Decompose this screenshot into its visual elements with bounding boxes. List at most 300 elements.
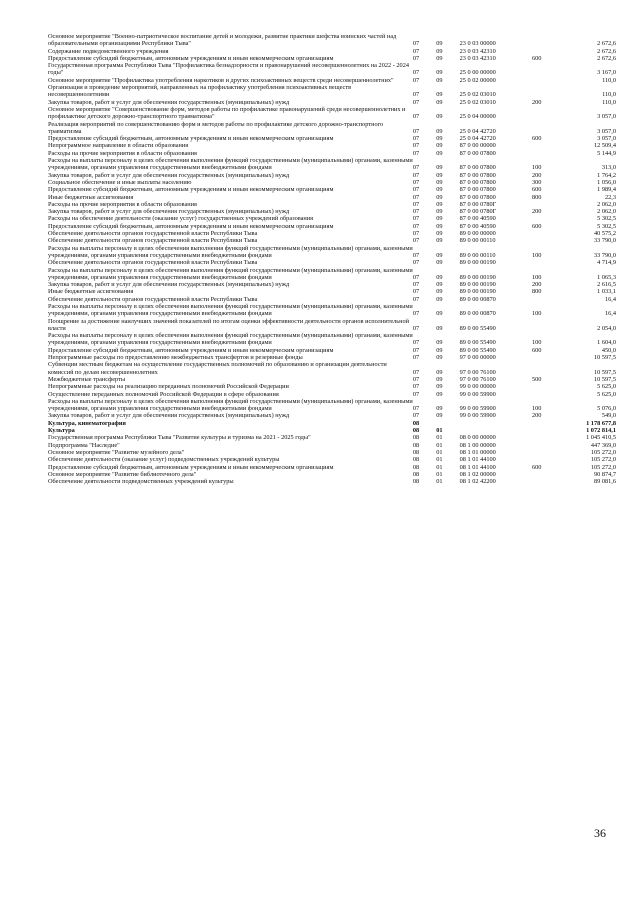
row-target-article: 08 1 00 00000	[459, 441, 496, 449]
row-name: Непрограммные расходы по предоставлению межбюджетных трансфертов и резервные фонды	[48, 354, 303, 362]
row-name: Обеспечение деятельности (оказание услуг) подведомственных учреждений культуры	[48, 456, 280, 464]
row-subsection: 01	[436, 478, 443, 486]
row-amount: 110,0	[602, 91, 616, 99]
row-name: Непрограммное направление в области образования	[48, 142, 189, 150]
row-section: 07	[412, 47, 420, 55]
row-section: 07	[412, 113, 420, 121]
row-amount: 105 272,0	[590, 463, 616, 471]
row-subsection: 09	[436, 273, 443, 281]
row-name: Государственная программа Республики Тыва "Профилактика безнадзорности и правонарушений несовершеннолетних на 2022 - 2024 годы"	[48, 62, 409, 77]
row-name: Субвенции местным бюджетам на осуществление государственных полномочий по образованию и организации деятельности комиссий по делам несовершеннолетних	[48, 361, 387, 376]
row-section: 08	[412, 478, 420, 486]
row-expense-type: 600	[531, 463, 542, 471]
row-subsection: 01	[436, 470, 443, 478]
row-section: 07	[412, 98, 420, 106]
row-subsection: 09	[436, 135, 443, 143]
row-target-article: 97 0 00 76100	[459, 375, 496, 383]
row-target-article: 08 0 00 00000	[459, 434, 496, 442]
row-amount: 105 272,0	[590, 456, 616, 464]
row-expense-type	[532, 471, 562, 478]
row-target-article: 89 0 00 00870	[459, 295, 496, 303]
row-amount: 3 167,0	[597, 69, 616, 77]
row-section: 07	[412, 354, 420, 362]
row-name: Содержание подведомственного учреждения	[48, 47, 169, 55]
row-expense-type: 200	[531, 208, 542, 216]
row-target-article	[460, 427, 532, 434]
table-row	[48, 237, 616, 244]
table-row	[48, 442, 616, 449]
row-subsection: 09	[436, 200, 443, 208]
table-row	[48, 194, 616, 201]
row-section: 07	[412, 215, 420, 223]
page-number: 36	[594, 826, 606, 840]
row-expense-type	[532, 48, 562, 55]
table-row	[48, 186, 616, 193]
row-section: 07	[412, 193, 420, 201]
row-subsection: 09	[436, 222, 443, 230]
row-amount: 1 764,2	[597, 171, 616, 179]
table-row	[48, 361, 616, 376]
row-target-article: 08 1 01 44100	[459, 463, 496, 471]
row-section: 07	[412, 273, 420, 281]
row-subsection: 09	[436, 324, 443, 332]
row-subsection: 09	[436, 310, 443, 318]
row-name: Расходы на выплаты персоналу в целях обеспечения выполнения функций государственными (муниципальными) органами, казенными учреждениями, органами управления государственными внебюджетными фондами	[48, 332, 413, 347]
row-section: 07	[412, 390, 420, 398]
row-expense-type	[532, 420, 562, 427]
row-target-article: 87 0 00 07800	[459, 178, 496, 186]
row-name: Расходы на выплаты персоналу в целях обеспечения выполнения функций государственными (муниципальными) органами, казенными учреждениями, органами управления государственными внебюджетными фондами	[48, 302, 413, 318]
row-name: Расходы на выплаты персоналу в целях обеспечения выполнения функций государственными (муниципальными) органами, казенными учреждениями, органами управления государственными внебюджетными фондами	[48, 244, 413, 259]
row-subsection: 09	[436, 375, 443, 383]
row-name: Расходы на выплаты персоналу в целях обеспечения выполнения функций государственными (муниципальными) органами, казенными учреждениями, органами управления государственными внебюджетными фондами	[48, 266, 413, 281]
row-target-article: 89 0 00 00110	[459, 237, 496, 245]
table-row	[48, 157, 616, 172]
row-amount: 90 874,7	[593, 470, 616, 478]
table-row	[48, 376, 616, 383]
row-name: Обеспечение деятельности органов государственной власти Республики Тыва	[48, 237, 258, 245]
row-subsection: 09	[436, 208, 443, 216]
budget-table-page	[48, 33, 616, 485]
row-amount: 5 302,5	[597, 222, 616, 230]
row-target-article: 87 0 00 40590	[459, 215, 496, 223]
row-subsection: 09	[436, 251, 443, 259]
row-name: Предоставление субсидий бюджетным, автономным учреждениям и иным некоммерческим организациям	[48, 135, 334, 143]
row-section: 07	[412, 295, 420, 303]
row-name: Иные бюджетные ассигнования	[48, 288, 134, 296]
row-expense-type	[532, 318, 562, 333]
row-amount: 33 790,0	[593, 251, 616, 259]
row-expense-type	[532, 150, 562, 157]
row-name: Предоставление субсидий бюджетным, автономным учреждениям и иным некоммерческим организациям	[48, 186, 334, 194]
row-name: Поощрение за достижение наилучших значений показателей по итогам оценки эффективности деятельности органов исполнительной власти	[48, 317, 410, 332]
table-row	[48, 77, 616, 84]
row-target-article: 87 0 00 40590	[459, 222, 496, 230]
table-row	[48, 288, 616, 295]
row-subsection: 09	[436, 259, 443, 267]
row-amount: 2 672,6	[597, 47, 616, 55]
row-name: Обеспечение деятельности подведомственных учреждений культуры	[48, 478, 234, 486]
row-target-article: 25 0 02 00000	[459, 76, 496, 84]
row-amount: 1 604,0	[597, 339, 616, 347]
row-expense-type: 100	[531, 273, 542, 281]
table-row	[48, 172, 616, 179]
row-expense-type: 800	[531, 288, 542, 296]
table-row	[48, 55, 616, 62]
row-expense-type: 600	[531, 135, 542, 143]
row-target-article: 87 0 00 07800	[459, 149, 496, 157]
row-expense-type	[532, 361, 562, 376]
row-subsection: 09	[436, 237, 443, 245]
table-row	[48, 106, 616, 121]
row-name: Расходы на прочие мероприятия в области образования	[48, 149, 197, 157]
row-amount: 12 509,4	[593, 142, 616, 150]
row-target-article: 25 0 04 42720	[459, 127, 496, 135]
row-name: Закупка товаров, работ и услуг для обеспечения государственных (муниципальных) нужд	[48, 412, 290, 420]
row-expense-type: 600	[531, 54, 542, 62]
row-name: Предоставление субсидий бюджетным, автономным учреждениям и иным некоммерческим организациям	[48, 463, 334, 471]
row-name: Осуществление переданных полномочий Российской Федерации в сфере образования	[48, 390, 279, 398]
row-section: 08	[412, 448, 420, 456]
row-subsection: 09	[436, 368, 443, 376]
row-section: 08	[412, 427, 420, 435]
row-section: 08	[412, 441, 420, 449]
row-section: 07	[412, 251, 420, 259]
row-name: Основное мероприятие "Развитие библиотечного дела"	[48, 470, 197, 478]
row-section: 07	[412, 412, 420, 420]
row-subsection: 09	[436, 76, 443, 84]
row-subsection: 01	[436, 434, 443, 442]
row-section: 07	[412, 288, 420, 296]
row-amount: 10 597,5	[593, 368, 616, 376]
row-target-article: 89 0 00 00870	[459, 310, 496, 318]
row-subsection: 09	[436, 113, 443, 121]
budget-table	[48, 33, 616, 485]
row-name: Расходы на обеспечение деятельности (оказание услуг) государственных учреждений образования	[48, 215, 314, 223]
row-amount: 1 056,0	[597, 178, 616, 186]
row-amount: 10 597,5	[593, 375, 616, 383]
row-amount: 3 057,0	[597, 135, 616, 143]
row-target-article: 99 0 00 59900	[459, 405, 496, 413]
row-target-article: 87 0 00 07800	[459, 193, 496, 201]
row-section: 08	[412, 434, 420, 442]
row-amount: 2 616,5	[597, 281, 616, 289]
row-amount: 16,4	[604, 310, 616, 318]
row-section: 07	[412, 200, 420, 208]
row-target-article: 87 0 00 0780Г	[459, 208, 497, 216]
row-expense-type	[532, 201, 562, 208]
row-expense-type	[532, 142, 562, 149]
row-amount: 1 033,1	[597, 288, 616, 296]
row-name: Основное мероприятие "Профилактика употребления наркотиков и других психоактивных веществ среди несовершеннолетних"	[48, 76, 394, 84]
row-subsection: 09	[436, 281, 443, 289]
row-amount: 1 178 677,8	[586, 419, 616, 427]
row-target-article: 89 0 00 00000	[459, 230, 496, 238]
row-target-article: 25 0 02 03010	[459, 91, 496, 99]
row-section: 07	[412, 127, 420, 135]
table-row	[48, 281, 616, 288]
row-name: Обеспечение деятельности органов государственной власти Республики Тыва	[48, 259, 258, 267]
table-row	[48, 215, 616, 222]
row-subsection: 09	[436, 383, 443, 391]
row-expense-type: 300	[531, 178, 542, 186]
row-amount: 5 302,5	[597, 215, 616, 223]
row-subsection: 01	[436, 427, 443, 435]
row-subsection: 09	[436, 339, 443, 347]
row-section: 07	[412, 230, 420, 238]
row-target-article: 99 0 00 59900	[459, 412, 496, 420]
row-target-article: 89 0 00 00110	[459, 251, 496, 259]
table-row	[48, 62, 616, 77]
row-amount: 1 989,4	[597, 186, 616, 194]
row-section: 07	[412, 178, 420, 186]
row-subsection: 09	[436, 40, 443, 48]
row-target-article: 89 0 00 55490	[459, 324, 496, 332]
row-name: Реализация мероприятий по совершенствованию форм и методов работы по профилактике детского дорожно-транспортного травматизма	[48, 120, 384, 135]
row-target-article: 08 1 02 00000	[459, 470, 496, 478]
row-subsection: 09	[436, 288, 443, 296]
row-subsection: 09	[436, 54, 443, 62]
row-subsection: 09	[436, 186, 443, 194]
row-section: 07	[412, 164, 420, 172]
row-subsection: 09	[436, 142, 443, 150]
row-target-article: 23 0 03 42310	[459, 47, 496, 55]
row-target-article: 23 0 03 00000	[459, 40, 496, 48]
row-name: Предоставление субсидий бюджетным, автономным учреждениям и иным некоммерческим организациям	[48, 54, 334, 62]
row-section: 07	[412, 91, 420, 99]
row-subsection: 01	[436, 441, 443, 449]
table-row	[48, 99, 616, 106]
row-subsection: 09	[436, 215, 443, 223]
row-section: 07	[412, 54, 420, 62]
row-target-article: 23 0 03 42310	[459, 54, 496, 62]
table-row	[48, 456, 616, 463]
row-name: Закупка товаров, работ и услуг для обеспечения государственных (муниципальных) нужд	[48, 208, 290, 216]
table-row	[48, 84, 616, 99]
row-section: 07	[412, 171, 420, 179]
row-subsection: 09	[436, 171, 443, 179]
row-amount: 4 714,9	[597, 259, 616, 267]
row-section: 07	[412, 324, 420, 332]
table-row	[48, 354, 616, 361]
table-row	[48, 259, 616, 266]
row-expense-type	[532, 106, 562, 121]
row-section: 07	[412, 383, 420, 391]
row-target-article: 87 0 00 07800	[459, 171, 496, 179]
row-expense-type: 200	[531, 281, 542, 289]
table-row	[48, 303, 616, 318]
row-name: Основное мероприятие "Военно-патриотическое воспитание детей и молодежи, развитие практики шефства воинских частей над образовательными организациями Республики Тыва"	[48, 33, 397, 48]
row-name: Непрограммные расходы на реализацию переданных полномочий Российской Федерации	[48, 383, 289, 391]
row-section: 07	[412, 186, 420, 194]
row-amount: 89 081,6	[593, 478, 616, 486]
table-row	[48, 478, 616, 485]
row-subsection: 09	[436, 405, 443, 413]
row-expense-type: 100	[531, 164, 542, 172]
row-name: Расходы на выплаты персоналу в целях обеспечения выполнения функций государственными (муниципальными) органами, казенными учреждениями, органами управления государственными внебюджетными фондами	[48, 157, 413, 172]
row-expense-type	[532, 296, 562, 303]
row-amount: 105 272,0	[590, 448, 616, 456]
row-target-article	[460, 420, 532, 427]
row-subsection: 09	[436, 193, 443, 201]
row-section: 07	[412, 259, 420, 267]
row-subsection: 09	[436, 127, 443, 135]
row-name: Предоставление субсидий бюджетным, автономным учреждениям и иным некоммерческим организациям	[48, 346, 334, 354]
row-expense-type: 200	[531, 171, 542, 179]
row-expense-type	[532, 434, 562, 441]
row-expense-type: 100	[531, 339, 542, 347]
row-amount: 33 790,0	[593, 237, 616, 245]
row-name: Закупка товаров, работ и услуг для обеспечения государственных (муниципальных) нужд	[48, 281, 290, 289]
row-name: Социальное обеспечение и иные выплаты населению	[48, 178, 192, 186]
row-section: 07	[412, 69, 420, 77]
row-section: 07	[412, 135, 420, 143]
table-row	[48, 347, 616, 354]
row-section: 07	[412, 375, 420, 383]
row-name: Государственная программа Республики Тыва "Развитие культуры и туризма на 2021 - 2025 годы"	[48, 434, 311, 442]
row-amount: 16,4	[604, 295, 616, 303]
row-amount: 1 045 410,5	[586, 434, 616, 442]
row-subsection: 01	[436, 448, 443, 456]
row-section: 07	[412, 237, 420, 245]
row-amount: 313,0	[601, 164, 616, 172]
table-row	[48, 230, 616, 237]
row-expense-type	[532, 215, 562, 222]
table-row	[48, 391, 616, 398]
table-row	[48, 383, 616, 390]
row-subsection: 09	[436, 178, 443, 186]
row-subsection: 09	[436, 346, 443, 354]
row-expense-type	[532, 33, 562, 48]
row-section: 08	[412, 419, 420, 427]
row-amount: 3 057,0	[597, 127, 616, 135]
row-expense-type: 600	[531, 186, 542, 194]
row-expense-type	[532, 478, 562, 485]
row-expense-type	[532, 456, 562, 463]
row-name: Закупка товаров, работ и услуг для обеспечения государственных (муниципальных) нужд	[48, 171, 290, 179]
row-name: Основное мероприятие "Развитие музейного дела"	[48, 448, 185, 456]
row-amount: 3 057,0	[597, 113, 616, 121]
row-amount: 110,0	[602, 98, 616, 106]
table-row	[48, 318, 616, 333]
row-name: Предоставление субсидий бюджетным, автономным учреждениям и иным некоммерческим организациям	[48, 222, 334, 230]
row-name: Закупка товаров, работ и услуг для обеспечения государственных (муниципальных) нужд	[48, 98, 290, 106]
row-expense-type	[532, 237, 562, 244]
row-target-article: 08 1 02 42200	[459, 478, 496, 486]
table-row	[48, 201, 616, 208]
row-target-article: 08 1 01 00000	[459, 448, 496, 456]
row-name: Расходы на прочие мероприятия в области образования	[48, 200, 197, 208]
row-section: 07	[412, 208, 420, 216]
row-expense-type: 600	[531, 346, 542, 354]
row-amount: 2 062,0	[597, 200, 616, 208]
row-target-article: 25 0 00 00000	[459, 69, 496, 77]
table-row	[48, 420, 616, 427]
row-amount: 10 597,5	[593, 354, 616, 362]
table-row	[48, 332, 616, 347]
table-row	[48, 245, 616, 260]
row-target-article: 87 0 00 07800	[459, 186, 496, 194]
row-target-article: 97 0 00 00000	[459, 354, 496, 362]
row-target-article: 89 0 00 55490	[459, 346, 496, 354]
row-expense-type: 500	[531, 375, 542, 383]
row-expense-type: 600	[531, 222, 542, 230]
row-subsection	[436, 420, 459, 427]
table-row	[48, 449, 616, 456]
row-expense-type	[532, 84, 562, 99]
row-expense-type: 100	[531, 310, 542, 318]
row-section: 07	[412, 405, 420, 413]
row-amount: 2 672,6	[597, 40, 616, 48]
row-subsection: 09	[436, 390, 443, 398]
row-target-article: 99 0 00 59900	[459, 390, 496, 398]
table-row	[48, 267, 616, 282]
row-subsection: 01	[436, 463, 443, 471]
row-name: Подпрограмма "Наследие"	[48, 441, 120, 449]
row-target-article: 87 0 00 0780Г	[459, 200, 497, 208]
row-subsection: 09	[436, 149, 443, 157]
row-subsection: 09	[436, 98, 443, 106]
row-name: Расходы на выплаты персоналу в целях обеспечения выполнения функций государственными (муниципальными) органами, казенными учреждениями, органами управления государственными внебюджетными фондами	[48, 397, 413, 413]
row-amount: 1 072 814,1	[586, 427, 616, 435]
row-amount: 40 575,2	[593, 230, 616, 238]
row-amount: 5 625,0	[597, 390, 616, 398]
row-name: Обеспечение деятельности органов государственной власти Республики Тыва	[48, 230, 258, 238]
row-section: 08	[412, 470, 420, 478]
row-amount: 447 369,0	[590, 441, 616, 449]
row-expense-type: 800	[531, 193, 542, 201]
row-section: 07	[412, 281, 420, 289]
row-amount: 5 625,0	[597, 383, 616, 391]
row-target-article: 89 0 00 00190	[459, 259, 496, 267]
table-row	[48, 464, 616, 471]
row-amount: 2 672,6	[597, 54, 616, 62]
row-subsection: 01	[436, 456, 443, 464]
table-row	[48, 121, 616, 136]
row-target-article: 25 0 02 03010	[459, 98, 496, 106]
row-target-article: 99 0 00 00000	[459, 383, 496, 391]
row-target-article: 97 0 00 76100	[459, 368, 496, 376]
table-row	[48, 398, 616, 413]
row-amount: 549,0	[601, 412, 616, 420]
row-name: Обеспечение деятельности органов государственной власти Республики Тыва	[48, 295, 258, 303]
row-subsection: 09	[436, 47, 443, 55]
row-section: 07	[412, 339, 420, 347]
row-target-article: 87 0 00 07800	[459, 164, 496, 172]
row-target-article: 87 0 00 00000	[459, 142, 496, 150]
row-section: 07	[412, 149, 420, 157]
budget-table-body	[48, 33, 616, 485]
table-row	[48, 471, 616, 478]
table-row	[48, 434, 616, 441]
table-row	[48, 150, 616, 157]
table-row	[48, 208, 616, 215]
row-expense-type: 200	[531, 98, 542, 106]
row-expense-type	[532, 383, 562, 390]
row-expense-type	[532, 354, 562, 361]
row-amount: 110,0	[602, 76, 616, 84]
table-row	[48, 412, 616, 419]
row-target-article: 25 0 04 42720	[459, 135, 496, 143]
row-section: 07	[412, 142, 420, 150]
row-subsection: 09	[436, 295, 443, 303]
row-amount: 1 065,3	[597, 273, 616, 281]
row-expense-type	[532, 259, 562, 266]
row-expense-type	[532, 121, 562, 136]
row-expense-type	[532, 62, 562, 77]
table-row	[48, 427, 616, 434]
table-row	[48, 223, 616, 230]
